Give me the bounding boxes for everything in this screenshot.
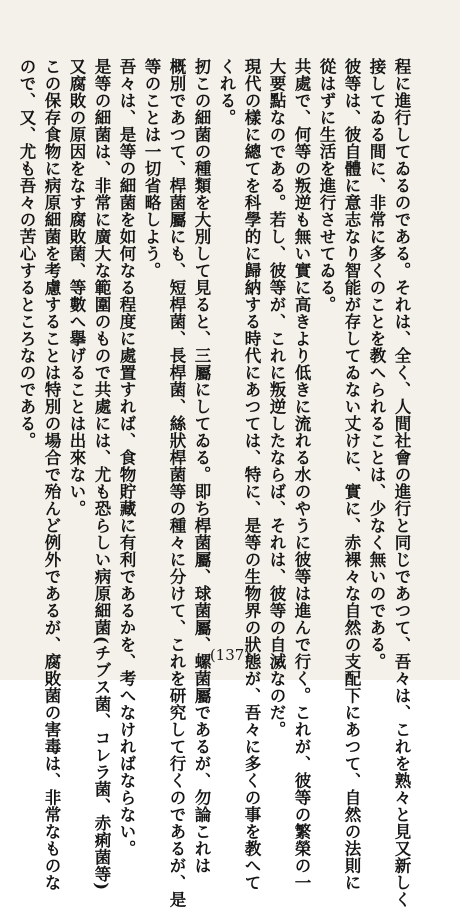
- text-line: 彼等は、彼自體に意志なり智能が存してゐない丈けに、實に、赤裸々な自然の支配下にあつて、自然の法則に: [342, 58, 361, 891]
- text-line: 扨この細菌の種類を大別して見ると、三屬にしてゐる。即ち桿菌屬、球菌屬、螺菌屬であるが、勿論これは: [192, 58, 211, 874]
- text-line: 概別であつて、桿菌屬にも、短桿菌、長桿菌、絲狀桿菌等の種々に分けて、これを研究して行くのであるが、是: [167, 58, 186, 908]
- text-line: 共處で、何等の叛逆も無い實に高きより低きに流れる水のやうに彼等は進んで行く。これが、彼等の繁榮の一: [292, 58, 311, 891]
- text-line: この保存食物に病原細菌を考慮することは特別の場合で殆んど例外であるが、腐敗菌の害毒は、非常なものな: [42, 58, 61, 891]
- text-line: くれる。: [217, 58, 236, 126]
- text-line: 大要點なのである。若し、彼等が、これに叛逆したならば、それは、彼等の自滅なのだ。: [267, 58, 286, 738]
- text-line: 是等の細菌は、非常に廣大な範圍のもので共處には、尤も恐らしい病原細菌(チブス菌、コレラ菌、赤痢菌等): [92, 58, 111, 891]
- text-line: 從はずに生活を進行させてゐる。: [317, 58, 336, 313]
- text-line: 等のことは一切省略しよう。: [142, 58, 161, 279]
- page-number: (137): [209, 646, 251, 664]
- text-line: 程に進行してゐるのである。それは、全く、人間社會の進行と同じであつて、吾々は、これを熟々と見又新しく: [392, 58, 411, 908]
- text-line: 吾々は、是等の細菌を如何なる程度に處置すれば、食物貯藏に有利であるかを、考へなければならない。: [117, 58, 136, 857]
- text-line: 又腐敗の原因をなす腐敗菌、等數へ擧げることは出來ない。: [67, 58, 86, 517]
- text-line: ので、又、尤も吾々の苦心するところなのである。: [17, 58, 36, 449]
- text-line: 現代の樣に總てを科學的に歸納する時代にあつては、特に、是等の生物界の狀態が、吾々に多くの事を教へて: [242, 58, 261, 891]
- text-line: 接してゐる間に、非常に多くのことを教へられることは、少なく無いのである。: [367, 58, 386, 670]
